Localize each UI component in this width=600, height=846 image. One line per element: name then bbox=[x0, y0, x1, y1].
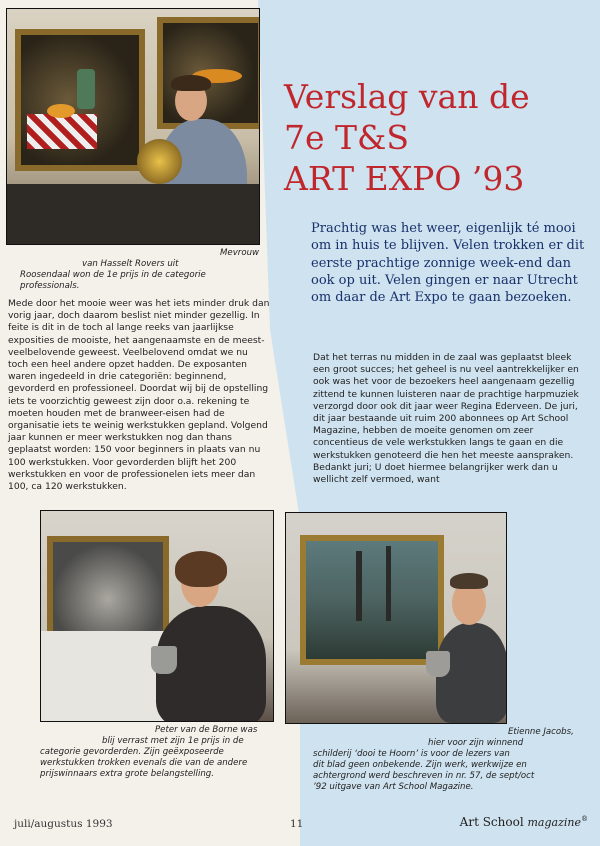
footer-issue: juli/augustus 1993 bbox=[14, 818, 113, 830]
brand-registered-mark: ® bbox=[581, 815, 588, 823]
caption-top-line: van Hasselt Rovers uit bbox=[82, 259, 179, 269]
photo-etienne-jacobs bbox=[285, 512, 507, 724]
brand-name: Art School bbox=[459, 815, 524, 829]
caption-bottom-right bbox=[313, 727, 595, 793]
caption-line: ’92 uitgave van Art School Magazine. bbox=[313, 782, 474, 792]
title-line: ART EXPO ’93 bbox=[284, 159, 525, 198]
caption-line: blij verrast met zijn 1e prijs in de bbox=[102, 736, 244, 746]
lead-paragraph: Prachtig was het weer, eigenlijk té mooi om in huis te blijven. Velen trokken er dit eerste prachtige zonnige week-end dan ook op uit. Velen gingen er naar Utrecht om daar de Art Expo te gaan bezoeken. bbox=[311, 221, 585, 306]
caption-top-line: professionals. bbox=[20, 281, 80, 291]
caption-top-line: Roosendaal won de 1e prijs in de categorie bbox=[20, 270, 206, 280]
caption-top-line: Mevrouw bbox=[220, 248, 260, 258]
title-line: 7e T&S bbox=[284, 118, 410, 157]
photo-peter-van-de-borne bbox=[40, 510, 274, 722]
caption-line: hier voor zijn winnend bbox=[428, 738, 524, 748]
caption-line: achtergrond werd beschreven in nr. 57, de sept/oct bbox=[313, 771, 535, 781]
caption-line: dit blad geen onbekende. Zijn werk, werkwijze en bbox=[313, 760, 527, 770]
right-article-body: Dat het terras nu midden in de zaal was geplaatst bleek een groot succes; het geheel is nu veel aantrekkelijker en ook was het voor de bezoekers heel aangenaam gezellig zittend te kunnen luisteren naar de prachtige harpmuziek verzorgd door ook dit jaar weer Regina Ederveen. De juri, dit jaar bestaande uit ruim 200 abonnees op Art School Magazine, hebben de moeite genomen om zeer concentieus de vele werkstukken langs te gaan en die werkstukken genoteerd die hen het meeste aanspraken. Bedankt juri; U doet hiermee belangrijker werk dan u wellicht zelf vermoed, want bbox=[313, 352, 579, 486]
footer-brand bbox=[460, 815, 588, 829]
caption-line: werkstukken trokken evenals die van de andere bbox=[40, 758, 248, 768]
footer-page-number: 11 bbox=[290, 818, 304, 830]
caption-line: Etienne Jacobs, bbox=[508, 727, 574, 737]
title-line: Verslag van de bbox=[284, 77, 530, 116]
article-title bbox=[284, 76, 584, 199]
photo-van-hasselt-rovers bbox=[6, 8, 260, 245]
caption-line: schilderij ‘dooi te Hoorn’ is voor de lezers van bbox=[313, 749, 510, 759]
left-article-body: Mede door het mooie weer was het iets minder druk dan vorig jaar, doch daarom beslist niet minder gezellig. In feite is dit in de toch al lange reeks van jaarlijkse exposities de mooiste, het aangenaamste en de meest-veelbelovende geweest. Veelbelovend omdat we nu toch een heel andere opzet hadden. De exposanten waren ingedeeld in drie categoriën: beginnend, gevorderd en professioneel. Doordat wij bij de opstelling iets te voorzichtig geweest zijn door o.a. rekening te moeten houden met de branweer-eisen had de organisatie iets te weinig werkstukken gepland. Volgend jaar kunnen er meer werkstukken nog dan thans geplaatst worden: 150 voor beginners in plaats van nu 100 werkstukken. Voor gevorderden blijft het 200 werkstukken en voor de professionelen iets meer dan 100, ca 120 werkstukken. bbox=[8, 298, 270, 493]
caption-line: Peter van de Borne was bbox=[155, 725, 258, 735]
caption-line: prijswinnaars extra grote belangstelling. bbox=[40, 769, 214, 779]
caption-line: categorie gevorderden. Zijn geëxposeerde bbox=[40, 747, 224, 757]
brand-suffix: magazine bbox=[527, 816, 581, 829]
caption-bottom-left bbox=[40, 725, 290, 780]
caption-top bbox=[20, 248, 270, 292]
